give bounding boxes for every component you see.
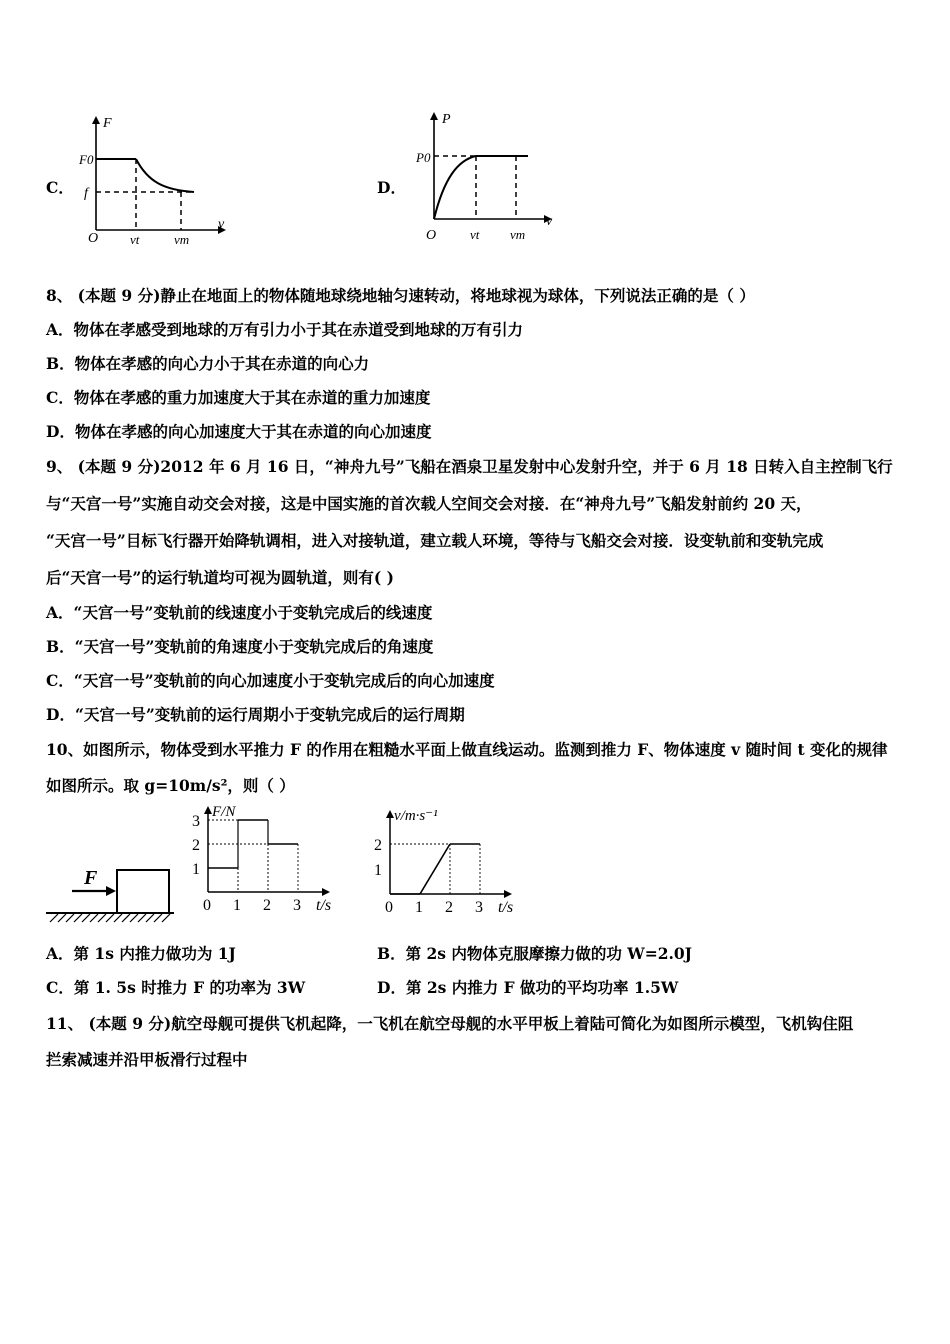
force-label: F: [84, 867, 98, 889]
x-axis-arrow: [322, 888, 330, 896]
graph-c: [76, 112, 236, 246]
y-axis-arrow: [204, 806, 212, 814]
y-axis-label: v/m·s⁻¹: [394, 808, 438, 824]
x-tick-label: 2: [263, 897, 271, 914]
x-tick-label: 2: [445, 899, 453, 916]
velocity-time-chart: [366, 806, 526, 924]
x-axis-label: t/s: [498, 899, 514, 916]
q11-stem-line-2: 拦索减速并沿甲板滑行过程中: [46, 1050, 248, 1069]
graph-c-vm: vm: [174, 232, 190, 246]
y-tick-label: 2: [192, 837, 200, 854]
option-c-label: C．: [46, 178, 74, 197]
graph-c-xlabel: v: [218, 217, 225, 232]
q8-stem: 8、 (本题 9 分)静止在地面上的物体随地球绕地轴匀速转动，将地球视为球体，下列说法正确的是（ ）: [46, 286, 755, 305]
option-d-label: D．: [377, 178, 406, 197]
q10-stem-line-1: 10、如图所示，物体受到水平推力 F 的作用在粗糙水平面上做直线运动。监测到推力 F、物体速度 v 随时间 t 变化的规律: [46, 740, 888, 759]
y-tick-label: 1: [192, 861, 200, 878]
block: [117, 870, 169, 913]
graph-d-vm: vm: [510, 227, 526, 242]
graph-d-origin: O: [426, 228, 437, 243]
y-tick-label: 2: [374, 837, 382, 854]
force-time-chart: [186, 800, 346, 924]
x-tick-label: 3: [293, 897, 301, 914]
x-axis-arrow: [504, 890, 512, 898]
q10-option-a: A．第 1s 内推力做功为 1J: [46, 944, 236, 963]
y-tick-label: 1: [374, 862, 382, 879]
q8-option-c: C．物体在孝感的重力加速度大于其在赤道的重力加速度: [46, 388, 431, 407]
q10-stem-line-2: 如图所示。取 g=10m/s²，则（ ）: [46, 776, 295, 795]
q8-option-a: A．物体在孝感受到地球的万有引力小于其在赤道受到地球的万有引力: [46, 320, 524, 339]
q8-option-b: B．物体在孝感的向心力小于其在赤道的向心力: [46, 354, 370, 373]
q11-stem-line-1: 11、 (本题 9 分)航空母舰可提供飞机起降，一飞机在航空母舰的水平甲板上着陆可简化为如图所示模型，飞机钩住阻: [46, 1014, 854, 1033]
graph-d-ylabel: P: [442, 112, 451, 127]
x-tick-label: 1: [233, 897, 241, 914]
q10-option-b: B．第 2s 内物体克服摩擦力做的功 W=2.0J: [377, 944, 692, 963]
x-tick-label: 1: [415, 899, 423, 916]
q9-stem-line-3: “天宫一号”目标飞行器开始降轨调相，进入对接轨道，建立载人环境，等待与飞船交会对接．设变轨前和变轨完成: [46, 531, 824, 550]
q9-stem-line-4: 后“天宫一号”的运行轨道均可视为圆轨道，则有( ): [46, 568, 394, 587]
y-axis-arrow: [386, 810, 394, 818]
graph-c-ylabel: F: [103, 116, 112, 131]
q9-option-d: D．“天宫一号”变轨前的运行周期小于变轨完成后的运行周期: [46, 705, 465, 724]
x-tick-label: 0: [385, 899, 393, 916]
graph-d-xlabel: v: [546, 214, 553, 229]
x-tick-label: 3: [475, 899, 483, 916]
q9-option-a: A．“天宫一号”变轨前的线速度小于变轨完成后的线速度: [46, 603, 433, 622]
y-tick-label: 3: [192, 813, 200, 830]
q9-stem-line-1: 9、 (本题 9 分)2012 年 6 月 16 日，“神舟九号”飞船在酒泉卫星发射中心发射升空，并于 6 月 18 日转入自主控制飞行: [46, 457, 893, 476]
x-tick-label: 0: [203, 897, 211, 914]
graph-d: [410, 108, 570, 244]
y-axis-label: F/N: [212, 804, 236, 820]
graph-c-f: f: [84, 186, 88, 201]
q9-option-c: C．“天宫一号”变轨前的向心加速度小于变轨完成后的向心加速度: [46, 671, 495, 690]
graph-c-f0: F0: [79, 152, 94, 167]
q8-option-d: D．物体在孝感的向心加速度大于其在赤道的向心加速度: [46, 422, 432, 441]
ground-hatch: [50, 914, 170, 922]
graph-d-p0: P0: [416, 150, 431, 165]
graph-d-vt: vt: [470, 227, 480, 242]
graph-c-origin: O: [88, 231, 99, 246]
q9-option-b: B．“天宫一号”变轨前的角速度小于变轨完成后的角速度: [46, 637, 434, 656]
q10-option-d: D．第 2s 内推力 F 做功的平均功率 1.5W: [377, 978, 679, 997]
series-segment: [420, 844, 450, 894]
q9-stem-line-2: 与“天宫一号”实施自动交会对接，这是中国实施的首次载人空间交会对接．在“神舟九号”飞船发射前约 20 天，: [46, 494, 812, 513]
x-axis-label: t/s: [316, 897, 332, 914]
q10-option-c: C．第 1. 5s 时推力 F 的功率为 3W: [46, 978, 306, 997]
block-diagram: [46, 860, 176, 924]
graph-c-vt: vt: [130, 232, 140, 246]
